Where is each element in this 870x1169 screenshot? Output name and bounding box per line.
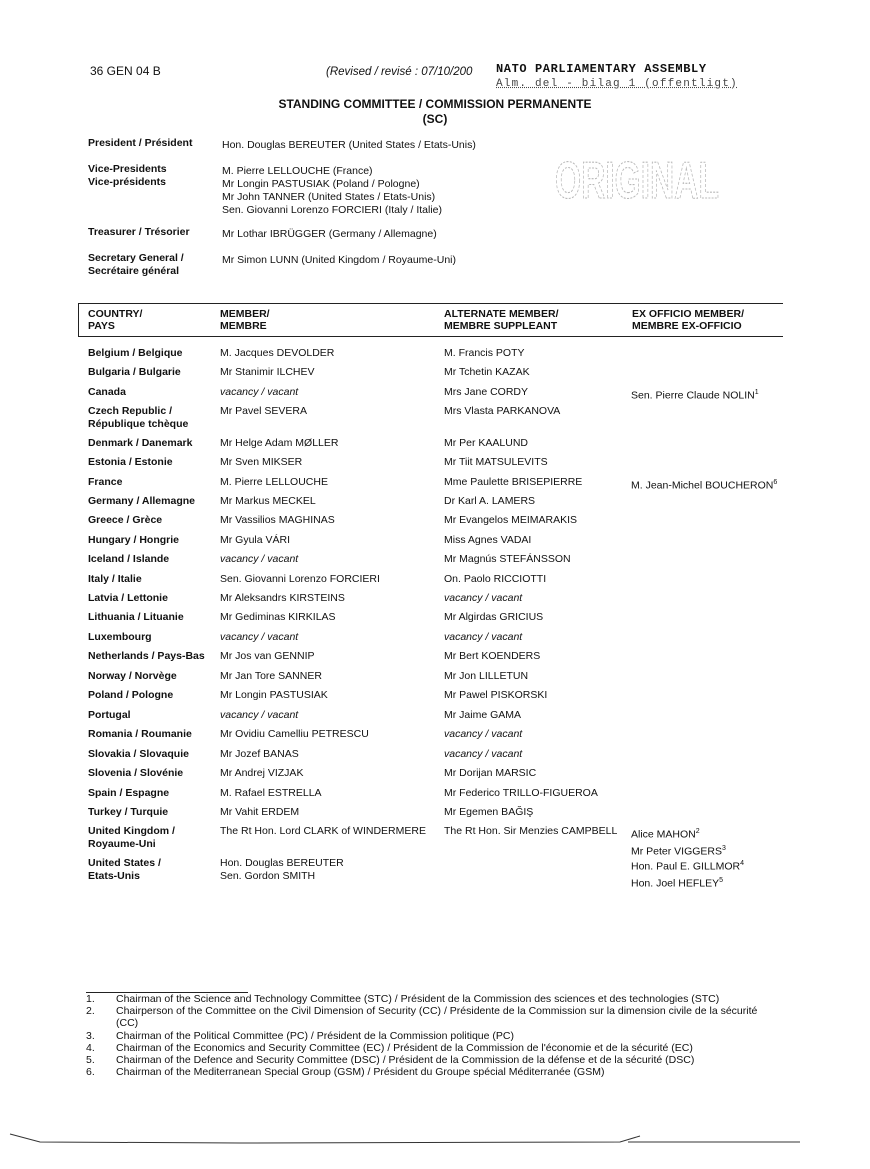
member-cell: Mr Ovidiu Camelliu PETRESCU — [220, 728, 369, 740]
table-row — [0, 767, 827, 785]
alternate-cell: Mr Federico TRILLO-FIGUEROA — [444, 787, 598, 799]
alternate-cell: vacancy / vacant — [444, 592, 523, 604]
filing-stamp: Alm. del - bilag 1 (offentligt) — [496, 78, 738, 90]
footnote-text: Chairman of the Political Committee (PC) / Président de la Commission politique (PC) — [116, 1030, 514, 1042]
alternate-cell: Mr Tchetin KAZAK — [444, 366, 530, 378]
alternate-cell: Mr Jaime GAMA — [444, 709, 522, 721]
officer-name: Mr Lothar IBRÜGGER (Germany / Allemagne) — [222, 228, 437, 240]
original-stamp-graphic — [553, 146, 723, 208]
country-cell: Romania / Roumanie — [88, 728, 192, 740]
alternate-cell: Mr Evangelos MEIMARAKIS — [444, 514, 578, 526]
exofficio-name: Mr Peter VIGGERS — [631, 845, 723, 857]
alternate-cell: vacancy / vacant — [444, 728, 523, 740]
footnote-number: 6. — [86, 1066, 95, 1078]
member-cell: Sen. Giovanni Lorenzo FORCIERI — [220, 573, 380, 585]
footnote-text: Chairman of the Mediterranean Special Group (GSM) / Président du Groupe spécial Méditerranée (GSM) — [116, 1066, 605, 1078]
table-row — [0, 405, 827, 430]
footnote-number: 2. — [86, 1005, 95, 1017]
table-row — [0, 437, 827, 455]
country-cell: Netherlands / Pays-Bas — [88, 650, 205, 662]
page-title: STANDING COMMITTEE / COMMISSION PERMANENTE — [278, 97, 592, 111]
officer-names — [222, 254, 456, 267]
member-cell: M. Pierre LELLOUCHE — [220, 476, 328, 488]
footnote-marker: 1 — [754, 389, 759, 396]
footnote-marker: 6 — [773, 479, 778, 486]
member-cell: vacancy / vacant — [220, 631, 299, 643]
scan-edge-line — [0, 1130, 827, 1150]
member-cell: Mr Jozef BANAS — [220, 748, 299, 760]
table-row — [0, 689, 827, 707]
header-member: MEMBER/ MEMBRE — [220, 308, 270, 332]
officer-names — [222, 139, 476, 152]
footnote-number: 3. — [86, 1030, 95, 1042]
officer-names — [222, 165, 442, 217]
table-row — [0, 650, 827, 668]
alternate-cell: vacancy / vacant — [444, 631, 523, 643]
page-subtitle: (SC) — [422, 112, 448, 126]
exofficio-name: Alice MAHON — [631, 828, 696, 841]
member-cell: Mr Stanimir ILCHEV — [220, 366, 315, 378]
table-row — [0, 825, 827, 857]
alternate-cell: Miss Agnes VADAI — [444, 534, 532, 546]
alternate-cell: Dr Karl A. LAMERS — [444, 495, 536, 507]
table-row — [0, 347, 827, 365]
country-cell: Slovakia / Slovaquie — [88, 748, 189, 760]
table-row — [0, 514, 827, 532]
alternate-cell: M. Francis POTY — [444, 347, 525, 359]
exofficio-cell — [631, 857, 744, 890]
header-alternate: ALTERNATE MEMBER/ MEMBRE SUPPLEANT — [444, 308, 559, 332]
table-row — [0, 806, 827, 824]
member-cell: Mr Longin PASTUSIAK — [220, 689, 328, 701]
exofficio-name: M. Jean-Michel BOUCHERON — [631, 479, 774, 492]
member-cell: Mr Andrej VIZJAK — [220, 767, 304, 779]
table-row — [0, 857, 827, 889]
alternate-cell: Mr Egemen BAĞIŞ — [444, 806, 534, 818]
exofficio-cell — [631, 476, 777, 493]
revision-date: (Revised / revisé : 07/10/200 — [326, 66, 473, 78]
alternate-cell: Mme Paulette BRISEPIERRE — [444, 476, 583, 488]
alternate-cell: Mr Dorijan MARSIC — [444, 767, 537, 779]
country-cell: Italy / Italie — [88, 573, 142, 585]
member-cell: vacancy / vacant — [220, 553, 299, 565]
alternate-cell: Mr Pawel PISKORSKI — [444, 689, 548, 701]
country-cell: Poland / Pologne — [88, 689, 174, 701]
footnote-text: Chairperson of the Committee on the Civil Dimension of Security (CC) / Présidente de la Commission sur la dimension civile de la sécurité (CC) — [116, 1005, 758, 1029]
member-cell: Mr Aleksandrs KIRSTEINS — [220, 592, 345, 604]
footnote-number: 1. — [86, 993, 95, 1005]
exofficio-name: Sen. Pierre Claude NOLIN — [631, 389, 755, 402]
country-cell: Belgium / Belgique — [88, 347, 183, 359]
table-row — [0, 456, 827, 474]
footnote-marker: 2 — [695, 828, 700, 835]
alternate-cell: Mr Per KAALUND — [444, 437, 529, 449]
member-cell: M. Jacques DEVOLDER — [220, 347, 335, 359]
table-row — [0, 670, 827, 688]
member-cell: Mr Jos van GENNIP — [220, 650, 315, 662]
country-cell: Norway / Norvège — [88, 670, 177, 682]
member-cell: The Rt Hon. Lord CLARK of WINDERMERE — [220, 825, 426, 837]
header-exofficio: EX OFFICIO MEMBER/ MEMBRE EX-OFFICIO — [632, 308, 745, 332]
table-row — [0, 573, 827, 591]
table-row — [0, 748, 827, 766]
alternate-cell: Mr Jon LILLETUN — [444, 670, 529, 682]
country-cell: Lithuania / Lituanie — [88, 611, 184, 623]
member-cell: Mr Markus MECKEL — [220, 495, 316, 507]
table-row — [0, 366, 827, 384]
country-cell: Bulgaria / Bulgarie — [88, 366, 181, 378]
member-cell: Mr Sven MIKSER — [220, 456, 303, 468]
table-row — [0, 553, 827, 571]
member-cell: Mr Gyula VÁRI — [220, 534, 291, 546]
organisation-name: NATO PARLIAMENTARY ASSEMBLY — [496, 62, 707, 76]
alternate-cell: Mr Magnús STEFÁNSSON — [444, 553, 571, 565]
table-row — [0, 631, 827, 649]
alternate-cell: The Rt Hon. Sir Menzies CAMPBELL — [444, 825, 618, 837]
footnote-marker: 5 — [719, 876, 724, 884]
member-cell: vacancy / vacant — [220, 386, 299, 398]
table-row — [0, 534, 827, 552]
officer-name: Mr Simon LUNN (United Kingdom / Royaume-Uni) — [222, 254, 456, 266]
country-cell: United Kingdom / Royaume-Uni — [88, 825, 175, 850]
table-row — [0, 495, 827, 513]
footnote-text: Chairman of the Science and Technology Committee (STC) / Président de la Commission des sciences et des technologies (STC) — [116, 993, 720, 1005]
original-stamp-text: ORIGINAL — [555, 152, 719, 210]
officer-role: Secretary General / Secrétaire général — [88, 252, 184, 277]
country-cell: Spain / Espagne — [88, 787, 170, 799]
officer-role: Treasurer / Trésorier — [88, 226, 190, 238]
member-cell: M. Rafael ESTRELLA — [220, 787, 322, 799]
table-row — [0, 787, 827, 805]
officer-role: President / Président — [88, 137, 193, 149]
alternate-cell: Mr Tiit MATSULEVITS — [444, 456, 548, 468]
country-cell: Germany / Allemagne — [88, 495, 195, 507]
table-row — [0, 728, 827, 746]
member-cell: Mr Jan Tore SANNER — [220, 670, 322, 682]
alternate-cell: Mr Algirdas GRICIUS — [444, 611, 544, 623]
country-cell: Slovenia / Slovénie — [88, 767, 184, 779]
footnote-marker: 4 — [740, 860, 745, 867]
officer-names — [222, 228, 437, 241]
officer-name: Mr Longin PASTUSIAK (Poland / Pologne) — [222, 178, 420, 190]
member-cell: Mr Vahit ERDEM — [220, 806, 300, 818]
country-cell: United States / Etats-Unis — [88, 857, 161, 882]
table-row — [0, 592, 827, 610]
table-row — [0, 709, 827, 727]
officer-name: Mr John TANNER (United States / Etats-Unis) — [222, 191, 436, 203]
exofficio-name: Hon. Joel HEFLEY — [631, 877, 720, 889]
original-stamp — [553, 146, 723, 208]
member-cell: vacancy / vacant — [220, 709, 299, 721]
document-reference: 36 GEN 04 B — [90, 64, 161, 78]
country-cell: France — [88, 476, 123, 488]
officer-name: M. Pierre LELLOUCHE (France) — [222, 165, 373, 177]
alternate-cell: Mr Bert KOENDERS — [444, 650, 541, 662]
country-cell: Estonia / Estonie — [88, 456, 173, 468]
member-cell: Mr Gediminas KIRKILAS — [220, 611, 336, 623]
member-cell: Hon. Douglas BEREUTER Sen. Gordon SMITH — [220, 857, 344, 882]
table-row — [0, 611, 827, 629]
exofficio-name: Hon. Paul E. GILLMOR — [631, 860, 741, 873]
country-cell: Denmark / Danemark — [88, 437, 193, 449]
country-cell: Czech Republic / République tchèque — [88, 405, 189, 430]
footnote-number: 5. — [86, 1054, 95, 1066]
member-cell: Mr Helge Adam MØLLER — [220, 437, 339, 449]
country-cell: Portugal — [88, 709, 131, 721]
member-cell: Mr Vassilios MAGHINAS — [220, 514, 335, 526]
member-cell: Mr Pavel SEVERA — [220, 405, 307, 417]
table-row — [0, 386, 827, 404]
alternate-cell: Mrs Jane CORDY — [444, 386, 529, 398]
country-cell: Turkey / Turquie — [88, 806, 169, 818]
footnote-text: Chairman of the Economics and Security Committee (EC) / Président de la Commission de l'économie et de la sécurité (EC) — [116, 1042, 693, 1054]
table-row — [0, 476, 827, 494]
footnote-number: 4. — [86, 1042, 95, 1054]
footnote-text: Chairman of the Defence and Security Committee (DSC) / Président de la Commission de la défense et de la sécurité (DSC) — [116, 1054, 695, 1066]
country-cell: Latvia / Lettonie — [88, 592, 168, 604]
officer-name: Sen. Giovanni Lorenzo FORCIERI (Italy / Italie) — [222, 204, 443, 216]
country-cell: Iceland / Islande — [88, 553, 170, 565]
alternate-cell: Mrs Vlasta PARKANOVA — [444, 405, 561, 417]
alternate-cell: On. Paolo RICCIOTTI — [444, 573, 547, 585]
footnote-marker: 3 — [722, 844, 726, 852]
alternate-cell: vacancy / vacant — [444, 748, 523, 760]
officer-name: Hon. Douglas BEREUTER (United States / Etats-Unis) — [222, 139, 476, 151]
country-cell: Greece / Grèce — [88, 514, 163, 526]
officer-role: Vice-Presidents Vice-présidents — [88, 163, 167, 188]
country-cell: Canada — [88, 386, 126, 398]
country-cell: Luxembourg — [88, 631, 152, 643]
header-country: COUNTRY/ PAYS — [88, 308, 143, 332]
exofficio-cell — [631, 825, 726, 858]
exofficio-cell — [631, 386, 759, 403]
country-cell: Hungary / Hongrie — [88, 534, 180, 546]
